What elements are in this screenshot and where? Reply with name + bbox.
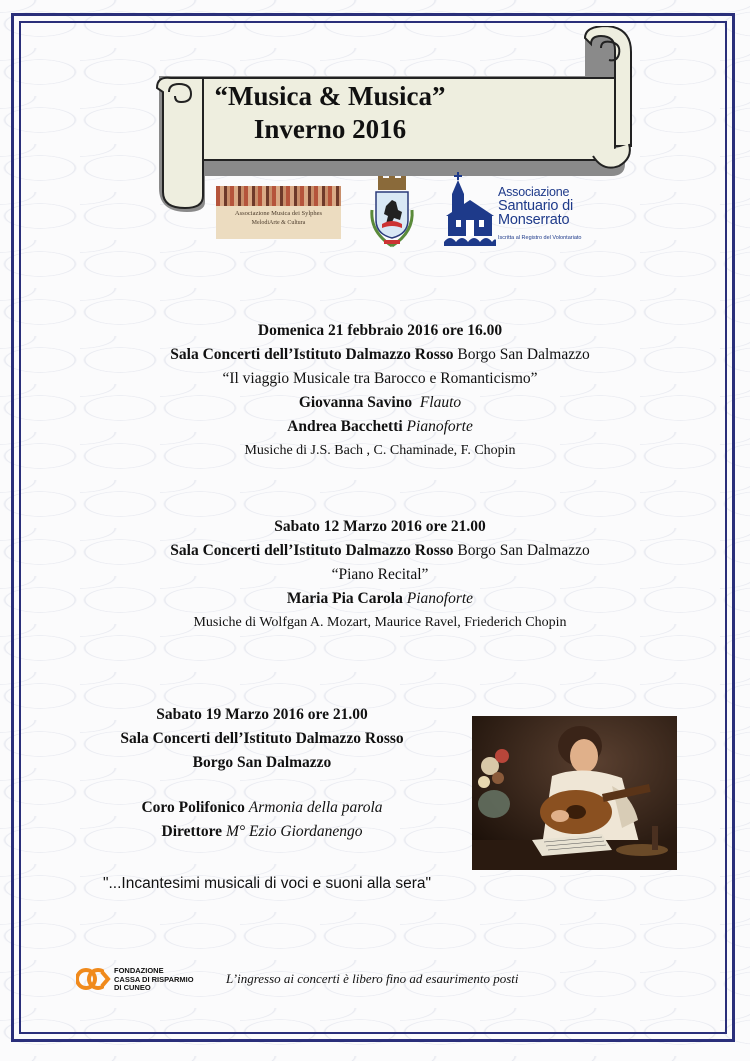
director-label: Direttore: [161, 823, 223, 840]
fondazione-line-3: DI CUNEO: [114, 983, 151, 992]
event-3-director: [52, 820, 472, 844]
santuario-line-3: Monserrato: [498, 212, 570, 228]
event-2-subtitle: “Piano Recital”: [331, 566, 429, 583]
fondazione-name: [114, 967, 194, 993]
santuario-logo: [444, 172, 584, 252]
fondazione-crc-icon: [76, 966, 112, 992]
event-3-date: Sabato 19 Marzo 2016 ore 21.00: [156, 706, 368, 723]
event-1-subtitle: “Il viaggio Musicale tra Barocco e Romanticismo”: [222, 370, 538, 387]
santuario-line-2: Santuario di: [498, 198, 573, 214]
crest-icon: [368, 176, 416, 248]
title-line-1: “Musica & Musica”: [214, 81, 446, 111]
performer-instrument: Pianoforte: [406, 590, 474, 607]
event-3-venue: Sala Concerti dell’Istituto Dalmazzo Rosso: [120, 730, 404, 747]
title-line-2: Inverno 2016: [253, 114, 407, 144]
santuario-line-1: Associazione: [498, 185, 570, 199]
fondazione-line-2: CASSA DI RISPARMIO: [114, 974, 194, 984]
event-3-town: Borgo San Dalmazzo: [192, 754, 332, 771]
event-1-date: Domenica 21 febbraio 2016 ore 16.00: [257, 322, 503, 339]
event-series-title: [200, 80, 460, 146]
event-2-venue-line: [60, 539, 700, 563]
fondazione-logo: [76, 965, 196, 995]
lute-player-painting: [472, 716, 677, 870]
event-3-header: [52, 703, 472, 775]
event-1-venue: Sala Concerti dell’Istituto Dalmazzo Rosso: [170, 346, 454, 363]
performer-instrument: Flauto: [419, 394, 462, 411]
performer-name: Andrea Bacchetti: [287, 418, 403, 435]
director-name: M° Ezio Giordanengo: [225, 823, 363, 840]
event-2-performer: [60, 587, 700, 611]
event-1-performer-1: [60, 391, 700, 415]
event-3-performers: [52, 796, 472, 844]
municipal-crest: [368, 176, 416, 248]
event-2: [60, 515, 700, 635]
santuario-registry-note: Iscritta al Registro del Volontariato: [498, 235, 582, 241]
event-1-performer-2: [60, 415, 700, 439]
choir-label: Coro Polifonico: [141, 799, 245, 816]
painting-image: [472, 716, 677, 870]
sylphes-name: Associazione Musica dei Sylphes: [234, 210, 323, 217]
church-icon: [444, 172, 496, 252]
choir-name: Armonia della parola: [248, 799, 383, 816]
event-1-program: Musiche di J.S. Bach , C. Chaminade, F. Chopin: [244, 443, 516, 458]
event-2-date: Sabato 12 Marzo 2016 ore 21.00: [274, 518, 486, 535]
fresco-figures-strip: [216, 186, 341, 206]
event-2-program: Musiche di Wolfgan A. Mozart, Maurice Ravel, Friederich Chopin: [193, 615, 567, 630]
performer-name: Maria Pia Carola: [286, 590, 403, 607]
free-entry-note: L’ingresso ai concerti è libero fino ad esaurimento posti: [226, 971, 519, 986]
event-1-venue-line: [60, 343, 700, 367]
event-2-town: Borgo San Dalmazzo: [453, 542, 590, 559]
event-1: [60, 319, 700, 463]
event-1-town: Borgo San Dalmazzo: [453, 346, 590, 363]
sylphes-logo: [216, 186, 341, 239]
event-3-quote: "...Incantesimi musicali di voci e suoni alla sera": [102, 875, 432, 892]
event-2-venue: Sala Concerti dell’Istituto Dalmazzo Rosso: [170, 542, 454, 559]
performer-name: Giovanna Savino: [298, 394, 413, 411]
performer-instrument: Pianoforte: [406, 418, 473, 435]
santuario-name: [498, 185, 588, 227]
sylphes-tagline: MelodiArte & Cultura: [251, 220, 306, 226]
event-3-choir: [52, 796, 472, 820]
fondazione-line-1: FONDAZIONE: [114, 966, 164, 975]
